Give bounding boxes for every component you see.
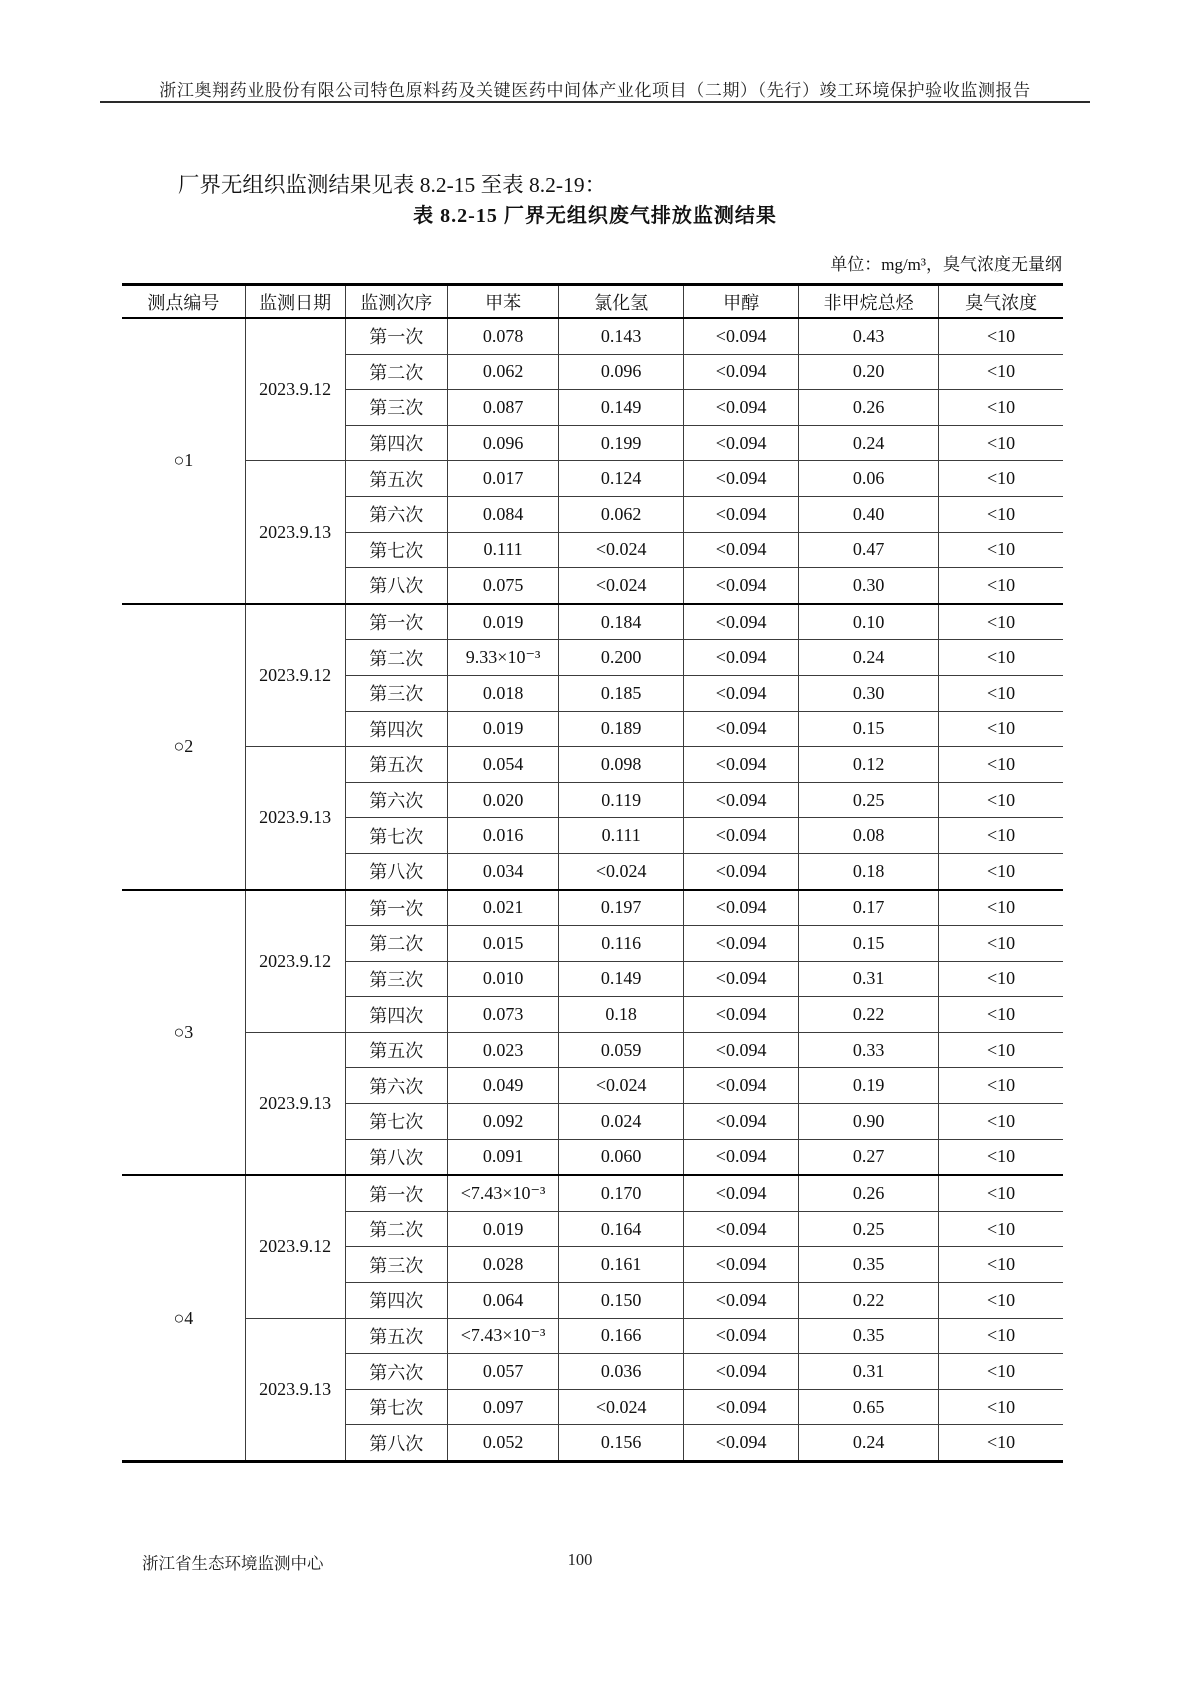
value-cell: 0.150 bbox=[559, 1283, 684, 1319]
value-cell: 0.020 bbox=[448, 782, 559, 818]
value-cell: 0.111 bbox=[448, 532, 559, 568]
table-title: 表 8.2-15 厂界无组织废气排放监测结果 bbox=[413, 205, 777, 227]
value-cell: 0.019 bbox=[448, 711, 559, 747]
value-cell: <7.43×10⁻³ bbox=[448, 1175, 559, 1211]
sequence-cell: 第七次 bbox=[345, 1104, 448, 1140]
value-cell: <10 bbox=[939, 1425, 1063, 1462]
sequence-cell: 第三次 bbox=[345, 1247, 448, 1283]
value-cell: <10 bbox=[939, 354, 1063, 390]
value-cell: <10 bbox=[939, 532, 1063, 568]
sequence-cell: 第五次 bbox=[345, 1032, 448, 1068]
value-cell: 0.062 bbox=[559, 496, 684, 532]
value-cell: <0.094 bbox=[684, 1032, 799, 1068]
value-cell: <10 bbox=[939, 818, 1063, 854]
value-cell: <0.094 bbox=[684, 675, 799, 711]
value-cell: <0.094 bbox=[684, 496, 799, 532]
monitoring-table bbox=[122, 283, 1063, 1463]
value-cell: 0.35 bbox=[799, 1247, 939, 1283]
column-header: 测点编号 bbox=[122, 285, 245, 319]
column-header: 非甲烷总烃 bbox=[799, 285, 939, 319]
point-id-cell: ○2 bbox=[122, 604, 245, 890]
value-cell: <0.094 bbox=[684, 890, 799, 926]
date-cell: 2023.9.12 bbox=[245, 604, 345, 747]
value-cell: 0.31 bbox=[799, 961, 939, 997]
date-cell: 2023.9.12 bbox=[245, 890, 345, 1033]
value-cell: 0.22 bbox=[799, 1283, 939, 1319]
value-cell: 0.059 bbox=[559, 1032, 684, 1068]
value-cell: <0.094 bbox=[684, 1139, 799, 1175]
date-cell: 2023.9.13 bbox=[245, 1032, 345, 1175]
value-cell: <0.094 bbox=[684, 1389, 799, 1425]
value-cell: 0.197 bbox=[559, 890, 684, 926]
running-header: 浙江奥翔药业股份有限公司特色原料药及关键医药中间体产业化项目（二期）（先行）竣工环境保护验收监测报告 bbox=[159, 81, 1031, 100]
value-cell: <10 bbox=[939, 1354, 1063, 1390]
value-cell: 0.111 bbox=[559, 818, 684, 854]
date-cell: 2023.9.13 bbox=[245, 1318, 345, 1461]
value-cell: <10 bbox=[939, 711, 1063, 747]
value-cell: 0.087 bbox=[448, 390, 559, 426]
value-cell: 0.018 bbox=[448, 675, 559, 711]
value-cell: <10 bbox=[939, 568, 1063, 604]
value-cell: <10 bbox=[939, 318, 1063, 354]
column-header: 甲苯 bbox=[448, 285, 559, 319]
value-cell: <0.094 bbox=[684, 1354, 799, 1390]
value-cell: 0.24 bbox=[799, 1425, 939, 1462]
value-cell: 0.15 bbox=[799, 711, 939, 747]
value-cell: 0.010 bbox=[448, 961, 559, 997]
value-cell: <0.094 bbox=[684, 568, 799, 604]
value-cell: 0.25 bbox=[799, 1211, 939, 1247]
header-rule bbox=[100, 101, 1090, 103]
value-cell: 0.189 bbox=[559, 711, 684, 747]
table-header-row bbox=[122, 285, 1063, 319]
column-header: 臭气浓度 bbox=[939, 285, 1063, 319]
value-cell: <0.094 bbox=[684, 461, 799, 497]
value-cell: 0.084 bbox=[448, 496, 559, 532]
value-cell: 0.199 bbox=[559, 425, 684, 461]
sequence-cell: 第八次 bbox=[345, 568, 448, 604]
value-cell: 0.096 bbox=[448, 425, 559, 461]
value-cell: 0.019 bbox=[448, 604, 559, 640]
value-cell: 0.12 bbox=[799, 747, 939, 783]
value-cell: 0.116 bbox=[559, 926, 684, 962]
value-cell: 0.078 bbox=[448, 318, 559, 354]
value-cell: 0.149 bbox=[559, 390, 684, 426]
value-cell: 0.119 bbox=[559, 782, 684, 818]
value-cell: 0.164 bbox=[559, 1211, 684, 1247]
value-cell: <10 bbox=[939, 1283, 1063, 1319]
sequence-cell: 第三次 bbox=[345, 961, 448, 997]
value-cell: <0.094 bbox=[684, 818, 799, 854]
sequence-cell: 第六次 bbox=[345, 1068, 448, 1104]
value-cell: 0.18 bbox=[799, 853, 939, 889]
value-cell: <0.094 bbox=[684, 532, 799, 568]
value-cell: 0.096 bbox=[559, 354, 684, 390]
value-cell: 0.31 bbox=[799, 1354, 939, 1390]
value-cell: <0.094 bbox=[684, 604, 799, 640]
sequence-cell: 第二次 bbox=[345, 354, 448, 390]
point-id-cell: ○3 bbox=[122, 890, 245, 1176]
table-row bbox=[122, 890, 1063, 926]
value-cell: <0.094 bbox=[684, 853, 799, 889]
value-cell: 0.015 bbox=[448, 926, 559, 962]
value-cell: 0.25 bbox=[799, 782, 939, 818]
value-cell: <0.094 bbox=[684, 1068, 799, 1104]
value-cell: 0.43 bbox=[799, 318, 939, 354]
value-cell: <0.094 bbox=[684, 961, 799, 997]
value-cell: 0.098 bbox=[559, 747, 684, 783]
sequence-cell: 第八次 bbox=[345, 853, 448, 889]
sequence-cell: 第一次 bbox=[345, 604, 448, 640]
value-cell: 0.049 bbox=[448, 1068, 559, 1104]
table-row bbox=[122, 1032, 1063, 1068]
value-cell: <10 bbox=[939, 997, 1063, 1033]
value-cell: 0.143 bbox=[559, 318, 684, 354]
sequence-cell: 第七次 bbox=[345, 1389, 448, 1425]
value-cell: 0.06 bbox=[799, 461, 939, 497]
value-cell: 0.166 bbox=[559, 1318, 684, 1354]
value-cell: 0.17 bbox=[799, 890, 939, 926]
sequence-cell: 第七次 bbox=[345, 818, 448, 854]
value-cell: 0.19 bbox=[799, 1068, 939, 1104]
sequence-cell: 第四次 bbox=[345, 425, 448, 461]
value-cell: <0.094 bbox=[684, 318, 799, 354]
table-row bbox=[122, 1175, 1063, 1211]
value-cell: 0.27 bbox=[799, 1139, 939, 1175]
value-cell: <0.024 bbox=[559, 1068, 684, 1104]
value-cell: <10 bbox=[939, 461, 1063, 497]
monitoring-table-container bbox=[122, 283, 1063, 1463]
value-cell: <0.094 bbox=[684, 1318, 799, 1354]
value-cell: <0.094 bbox=[684, 1104, 799, 1140]
value-cell: <10 bbox=[939, 390, 1063, 426]
value-cell: <10 bbox=[939, 640, 1063, 676]
value-cell: <10 bbox=[939, 1068, 1063, 1104]
value-cell: 0.156 bbox=[559, 1425, 684, 1462]
sequence-cell: 第四次 bbox=[345, 1283, 448, 1319]
column-header: 监测日期 bbox=[245, 285, 345, 319]
value-cell: 0.15 bbox=[799, 926, 939, 962]
value-cell: <10 bbox=[939, 425, 1063, 461]
value-cell: 0.170 bbox=[559, 1175, 684, 1211]
sequence-cell: 第五次 bbox=[345, 1318, 448, 1354]
value-cell: <10 bbox=[939, 890, 1063, 926]
sequence-cell: 第三次 bbox=[345, 390, 448, 426]
intro-paragraph: 厂界无组织监测结果见表 8.2-15 至表 8.2-19： bbox=[177, 172, 607, 197]
value-cell: 0.092 bbox=[448, 1104, 559, 1140]
value-cell: <10 bbox=[939, 1318, 1063, 1354]
value-cell: <10 bbox=[939, 1211, 1063, 1247]
value-cell: <0.094 bbox=[684, 926, 799, 962]
value-cell: <10 bbox=[939, 1175, 1063, 1211]
table-body bbox=[122, 318, 1063, 1462]
value-cell: <0.094 bbox=[684, 354, 799, 390]
value-cell: <10 bbox=[939, 782, 1063, 818]
table-row bbox=[122, 747, 1063, 783]
value-cell: 0.149 bbox=[559, 961, 684, 997]
value-cell: 0.200 bbox=[559, 640, 684, 676]
value-cell: 0.161 bbox=[559, 1247, 684, 1283]
sequence-cell: 第三次 bbox=[345, 675, 448, 711]
value-cell: <0.094 bbox=[684, 390, 799, 426]
value-cell: 0.26 bbox=[799, 390, 939, 426]
value-cell: 0.30 bbox=[799, 568, 939, 604]
value-cell: 0.034 bbox=[448, 853, 559, 889]
value-cell: <10 bbox=[939, 1389, 1063, 1425]
sequence-cell: 第一次 bbox=[345, 318, 448, 354]
sequence-cell: 第二次 bbox=[345, 1211, 448, 1247]
value-cell: 0.021 bbox=[448, 890, 559, 926]
date-cell: 2023.9.13 bbox=[245, 461, 345, 604]
date-cell: 2023.9.12 bbox=[245, 1175, 345, 1318]
sequence-cell: 第八次 bbox=[345, 1425, 448, 1462]
value-cell: 0.052 bbox=[448, 1425, 559, 1462]
value-cell: 0.091 bbox=[448, 1139, 559, 1175]
value-cell: 0.65 bbox=[799, 1389, 939, 1425]
value-cell: <0.094 bbox=[684, 640, 799, 676]
value-cell: 0.028 bbox=[448, 1247, 559, 1283]
column-header: 监测次序 bbox=[345, 285, 448, 319]
value-cell: 0.062 bbox=[448, 354, 559, 390]
value-cell: <10 bbox=[939, 675, 1063, 711]
value-cell: <0.094 bbox=[684, 1247, 799, 1283]
value-cell: <0.094 bbox=[684, 1211, 799, 1247]
table-row bbox=[122, 461, 1063, 497]
sequence-cell: 第二次 bbox=[345, 640, 448, 676]
value-cell: <10 bbox=[939, 1247, 1063, 1283]
value-cell: 0.024 bbox=[559, 1104, 684, 1140]
value-cell: <0.094 bbox=[684, 1425, 799, 1462]
value-cell: <0.094 bbox=[684, 425, 799, 461]
value-cell: <10 bbox=[939, 961, 1063, 997]
column-header: 甲醇 bbox=[684, 285, 799, 319]
date-cell: 2023.9.12 bbox=[245, 318, 345, 461]
value-cell: <10 bbox=[939, 747, 1063, 783]
unit-note: 单位：mg/m³，臭气浓度无量纲 bbox=[830, 255, 1062, 274]
value-cell: 0.016 bbox=[448, 818, 559, 854]
value-cell: 0.124 bbox=[559, 461, 684, 497]
value-cell: 0.185 bbox=[559, 675, 684, 711]
value-cell: 0.060 bbox=[559, 1139, 684, 1175]
sequence-cell: 第八次 bbox=[345, 1139, 448, 1175]
value-cell: 0.10 bbox=[799, 604, 939, 640]
footer-page-number: 100 bbox=[567, 1550, 593, 1569]
value-cell: 0.20 bbox=[799, 354, 939, 390]
date-cell: 2023.9.13 bbox=[245, 747, 345, 890]
value-cell: <0.094 bbox=[684, 782, 799, 818]
table-row bbox=[122, 604, 1063, 640]
sequence-cell: 第一次 bbox=[345, 1175, 448, 1211]
value-cell: 0.24 bbox=[799, 425, 939, 461]
sequence-cell: 第六次 bbox=[345, 1354, 448, 1390]
value-cell: 0.064 bbox=[448, 1283, 559, 1319]
value-cell: <0.094 bbox=[684, 711, 799, 747]
sequence-cell: 第一次 bbox=[345, 890, 448, 926]
sequence-cell: 第二次 bbox=[345, 926, 448, 962]
value-cell: <0.024 bbox=[559, 1389, 684, 1425]
value-cell: 0.35 bbox=[799, 1318, 939, 1354]
table-row bbox=[122, 318, 1063, 354]
value-cell: 0.023 bbox=[448, 1032, 559, 1068]
value-cell: 0.036 bbox=[559, 1354, 684, 1390]
value-cell: 0.097 bbox=[448, 1389, 559, 1425]
value-cell: <10 bbox=[939, 604, 1063, 640]
sequence-cell: 第四次 bbox=[345, 711, 448, 747]
value-cell: 0.40 bbox=[799, 496, 939, 532]
value-cell: 0.019 bbox=[448, 1211, 559, 1247]
value-cell: <0.024 bbox=[559, 568, 684, 604]
value-cell: 0.08 bbox=[799, 818, 939, 854]
value-cell: <0.094 bbox=[684, 747, 799, 783]
column-header: 氯化氢 bbox=[559, 285, 684, 319]
value-cell: <10 bbox=[939, 1139, 1063, 1175]
value-cell: 0.30 bbox=[799, 675, 939, 711]
sequence-cell: 第四次 bbox=[345, 997, 448, 1033]
value-cell: 0.073 bbox=[448, 997, 559, 1033]
footer-organization: 浙江省生态环境监测中心 bbox=[142, 1554, 324, 1573]
value-cell: 0.24 bbox=[799, 640, 939, 676]
value-cell: 0.075 bbox=[448, 568, 559, 604]
value-cell: <0.024 bbox=[559, 532, 684, 568]
value-cell: <0.094 bbox=[684, 997, 799, 1033]
value-cell: 0.90 bbox=[799, 1104, 939, 1140]
value-cell: 0.017 bbox=[448, 461, 559, 497]
value-cell: <0.094 bbox=[684, 1283, 799, 1319]
value-cell: <7.43×10⁻³ bbox=[448, 1318, 559, 1354]
value-cell: <10 bbox=[939, 1104, 1063, 1140]
value-cell: <10 bbox=[939, 1032, 1063, 1068]
value-cell: 0.26 bbox=[799, 1175, 939, 1211]
value-cell: <10 bbox=[939, 926, 1063, 962]
value-cell: 0.22 bbox=[799, 997, 939, 1033]
value-cell: 0.057 bbox=[448, 1354, 559, 1390]
sequence-cell: 第六次 bbox=[345, 782, 448, 818]
value-cell: 0.18 bbox=[559, 997, 684, 1033]
value-cell: 0.33 bbox=[799, 1032, 939, 1068]
sequence-cell: 第七次 bbox=[345, 532, 448, 568]
sequence-cell: 第五次 bbox=[345, 461, 448, 497]
value-cell: <10 bbox=[939, 853, 1063, 889]
sequence-cell: 第五次 bbox=[345, 747, 448, 783]
value-cell: 9.33×10⁻³ bbox=[448, 640, 559, 676]
point-id-cell: ○4 bbox=[122, 1175, 245, 1461]
value-cell: <0.024 bbox=[559, 853, 684, 889]
value-cell: 0.054 bbox=[448, 747, 559, 783]
value-cell: 0.184 bbox=[559, 604, 684, 640]
value-cell: <0.094 bbox=[684, 1175, 799, 1211]
table-row bbox=[122, 1318, 1063, 1354]
value-cell: <10 bbox=[939, 496, 1063, 532]
value-cell: 0.47 bbox=[799, 532, 939, 568]
sequence-cell: 第六次 bbox=[345, 496, 448, 532]
point-id-cell: ○1 bbox=[122, 318, 245, 604]
